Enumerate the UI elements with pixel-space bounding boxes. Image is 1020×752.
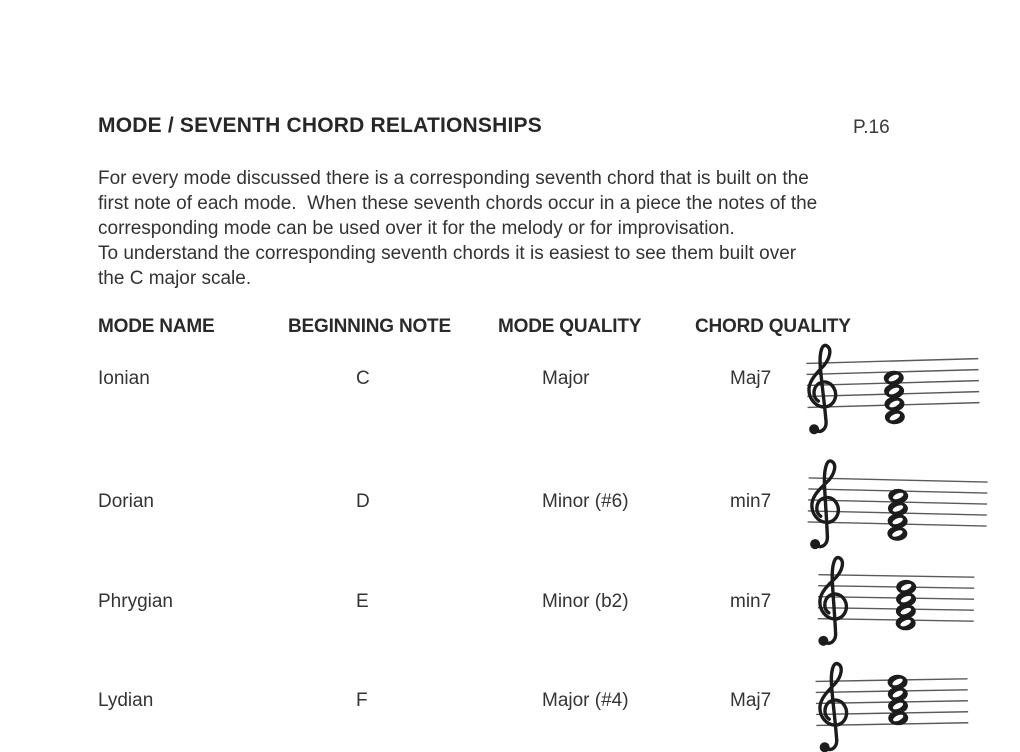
beginning-note-cell: E (356, 591, 369, 612)
column-header-mode-quality: MODE QUALITY (498, 316, 642, 337)
page-number: P.16 (853, 117, 890, 138)
column-header-mode-name: MODE NAME (98, 316, 215, 337)
whole-note-chord (884, 371, 905, 425)
mode-name-cell: Ionian (98, 368, 150, 389)
intro-paragraph (98, 166, 928, 291)
chord-quality-cell: Maj7 (730, 368, 772, 389)
beginning-note-cell: F (356, 690, 368, 711)
page-title: MODE / SEVENTH CHORD RELATIONSHIPS (98, 114, 542, 137)
mode-name-cell: Phrygian (98, 591, 173, 612)
treble-clef-staff (801, 648, 993, 752)
whole-note-chord (896, 580, 917, 631)
beginning-note-cell: D (356, 491, 370, 512)
whole-note-chord (887, 489, 908, 541)
intro-line: For every mode discussed there is a corresponding seventh chord that is built on the (98, 168, 809, 189)
mode-quality-cell: Major (542, 368, 590, 389)
treble-clef-icon (818, 557, 847, 646)
mode-name-cell: Dorian (98, 491, 154, 512)
treble-clef-icon (807, 345, 837, 434)
column-header-chord-quality: CHORD QUALITY (695, 316, 851, 337)
treble-clef-staff (797, 328, 990, 445)
mode-name-cell: Lydian (98, 690, 154, 711)
intro-line: the C major scale. (98, 268, 252, 289)
mode-quality-cell: Minor (b2) (542, 591, 629, 612)
column-header-beginning-note: BEGINNING NOTE (288, 316, 451, 337)
intro-line: first note of each mode. When these seventh chords occur in a piece the notes of the (98, 193, 818, 214)
chord-quality-cell: min7 (730, 591, 772, 612)
intro-line: To understand the corresponding seventh chords it is easiest to see them built over (98, 243, 797, 264)
treble-clef-icon (810, 461, 839, 550)
beginning-note-cell: C (356, 368, 370, 389)
treble-clef-staff (803, 545, 995, 660)
intro-line: corresponding mode can be used over it for the melody or for improvisation. (98, 218, 735, 239)
mode-quality-cell: Minor (#6) (542, 491, 629, 512)
staff-notation-lydian (801, 648, 993, 752)
staff-notation-ionian (797, 328, 990, 445)
chord-quality-cell: min7 (730, 491, 772, 512)
chord-quality-cell: Maj7 (730, 690, 772, 711)
treble-clef-icon (818, 663, 847, 752)
mode-quality-cell: Major (#4) (542, 690, 629, 711)
staff-notation-phrygian (803, 545, 995, 660)
whole-note-chord (887, 675, 908, 726)
